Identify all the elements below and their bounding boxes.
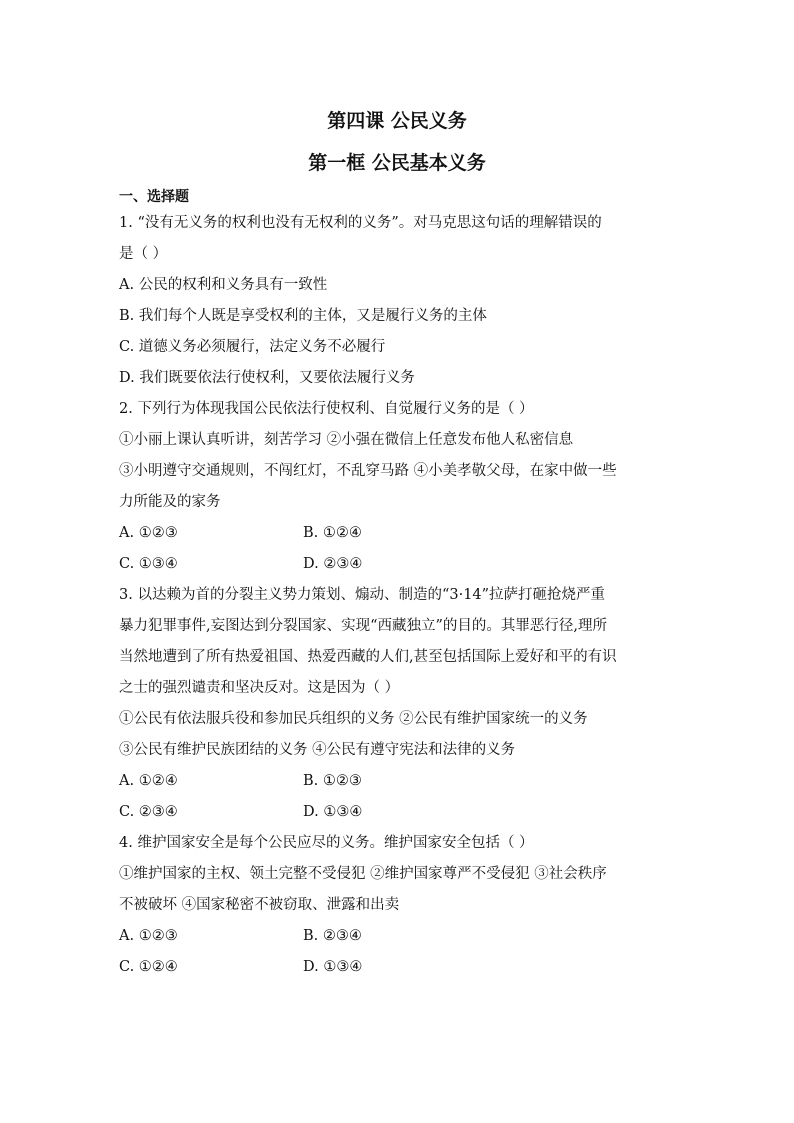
answer-option[interactable]: C. ①③④ — [119, 556, 178, 572]
question-stem-line: 暴力犯罪事件,妄图达到分裂国家、实现“西藏独立”的目的。其罪恶行径,理所 — [119, 618, 608, 634]
statement-line: 不被破坏 ④国家秘密不被窃取、泄露和出卖 — [119, 897, 400, 913]
answer-option[interactable]: D. 我们既要依法行使权利，又要依法履行义务 — [119, 370, 415, 386]
answer-option[interactable]: C. 道德义务必须履行，法定义务不必履行 — [119, 339, 386, 355]
question-stem-line: 1. “没有无义务的权利也没有无权利的义务”。对马克思这句话的理解错误的 — [119, 215, 602, 231]
answer-option[interactable]: A. 公民的权利和义务具有一致性 — [119, 277, 328, 293]
question-stem-line: 之士的强烈谴责和坚决反对。这是因为（ ） — [119, 680, 400, 696]
lesson-title: 第四课 公民义务 — [327, 110, 467, 132]
answer-option[interactable]: B. ①②④ — [303, 525, 362, 541]
question-stem-line: 当然地遭到了所有热爱祖国、热爱西藏的人们,甚至包括国际上爱好和平的有识 — [119, 649, 617, 665]
answer-option[interactable]: A. ①②③ — [119, 525, 178, 541]
answer-option[interactable]: C. ②③④ — [119, 804, 178, 820]
answer-option[interactable]: D. ②③④ — [303, 556, 363, 572]
option-row — [119, 518, 679, 549]
option-row — [119, 766, 679, 797]
option-row — [119, 332, 679, 363]
statement-line: ③小明遵守交通规则，不闯红灯，不乱穿马路 ④小美孝敬父母，在家中做一些 — [119, 463, 617, 479]
question-2 — [119, 394, 679, 580]
section-title: 第一框 公民基本义务 — [308, 152, 486, 174]
answer-option[interactable]: A. ①②③ — [119, 928, 178, 944]
question-1 — [119, 208, 679, 394]
answer-option[interactable]: D. ①③④ — [303, 804, 363, 820]
statement-line: ③公民有维护民族团结的义务 ④公民有遵守宪法和法律的义务 — [119, 742, 516, 758]
option-row — [119, 921, 679, 952]
answer-option[interactable]: D. ①③④ — [303, 959, 363, 975]
question-list — [119, 208, 679, 983]
question-4 — [119, 828, 679, 983]
option-row — [119, 797, 679, 828]
part-heading: 一、选择题 — [119, 189, 189, 205]
answer-option[interactable]: C. ①②④ — [119, 959, 178, 975]
question-stem-line: 2. 下列行为体现我国公民依法行使权利、自觉履行义务的是（ ） — [119, 401, 534, 417]
question-stem-line: 是（ ） — [119, 246, 168, 262]
statement-line: ①维护国家的主权、领土完整不受侵犯 ②维护国家尊严不受侵犯 ③社会秩序 — [119, 866, 607, 882]
option-row — [119, 301, 679, 332]
question-3 — [119, 580, 679, 828]
option-row — [119, 549, 679, 580]
option-row — [119, 270, 679, 301]
answer-option[interactable]: B. ①②③ — [303, 773, 362, 789]
option-row — [119, 363, 679, 394]
statement-line: ①公民有依法服兵役和参加民兵组织的义务 ②公民有维护国家统一的义务 — [119, 711, 588, 727]
answer-option[interactable]: B. ②③④ — [303, 928, 362, 944]
answer-option[interactable]: B. 我们每个人既是享受权利的主体，又是履行义务的主体 — [119, 308, 487, 324]
answer-option[interactable]: A. ①②④ — [119, 773, 178, 789]
statement-line: 力所能及的家务 — [119, 494, 221, 510]
option-row — [119, 952, 679, 983]
question-stem-line: 3. 以达赖为首的分裂主义势力策划、煽动、制造的“3·14”拉萨打砸抢烧严重 — [119, 587, 606, 603]
question-stem-line: 4. 维护国家安全是每个公民应尽的义务。维护国家安全包括（ ） — [119, 835, 534, 851]
statement-line: ①小丽上课认真听讲，刻苦学习 ②小强在微信上任意发布他人私密信息 — [119, 432, 574, 448]
